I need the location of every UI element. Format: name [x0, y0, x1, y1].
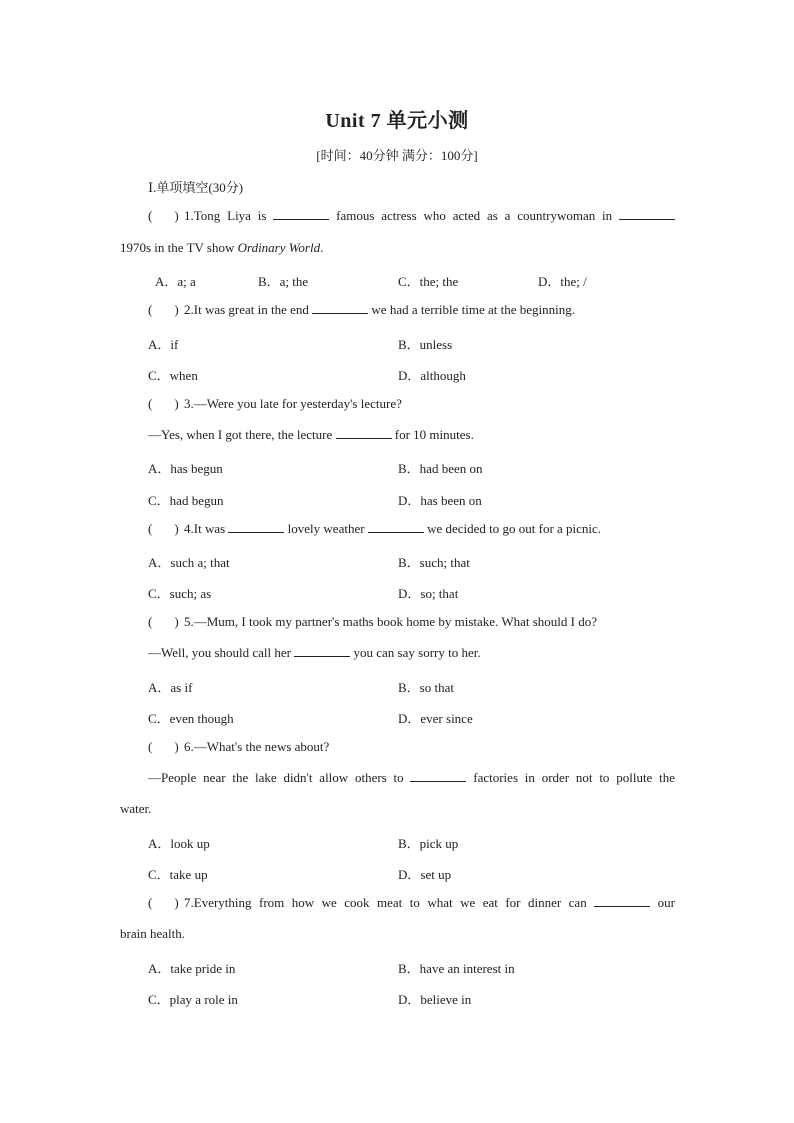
option-a: A．a; a: [155, 274, 196, 289]
option-b: B．such; that: [398, 555, 470, 570]
fill-blank: [619, 208, 675, 220]
option-a: A．take pride in: [148, 961, 236, 976]
answer-paren: ( ): [148, 614, 179, 629]
option-c: C．such; as: [148, 586, 212, 601]
answer-paren: ( ): [148, 739, 179, 754]
option-c: C．even though: [148, 711, 234, 726]
option-c: C．take up: [148, 867, 208, 882]
option-d: D．so; that: [398, 586, 459, 601]
answer-paren: ( ): [148, 895, 179, 910]
option-a: A．look up: [148, 836, 210, 851]
option-c: C．when: [148, 368, 198, 383]
fill-blank: [410, 770, 466, 782]
answer-paren: ( ): [148, 396, 179, 411]
option-b: B．so that: [398, 680, 454, 695]
option-a: A．has begun: [148, 461, 223, 476]
answer-paren: ( ): [148, 208, 179, 223]
question-5-stem: ( ) 5.—Mum, I took my partner's maths book home by mistake. What should I do?: [148, 614, 597, 629]
option-b: B．pick up: [398, 836, 459, 851]
question-6-reply-continued: water.: [120, 801, 152, 816]
option-c: C．the; the: [398, 274, 459, 289]
option-d: D．although: [398, 368, 466, 383]
option-b: B．had been on: [398, 461, 483, 476]
question-6-stem: ( ) 6.—What's the news about?: [148, 739, 330, 754]
answer-paren: ( ): [148, 521, 179, 536]
option-c: C．play a role in: [148, 992, 238, 1007]
question-1-stem-continued: 1970s in the TV show Ordinary World.: [120, 240, 324, 255]
option-d: D．set up: [398, 867, 452, 882]
option-d: D．believe in: [398, 992, 472, 1007]
fill-blank: [312, 302, 368, 314]
option-a: A．such a; that: [148, 555, 230, 570]
question-3-stem: ( ) 3.—Were you late for yesterday's lecture?: [148, 396, 402, 411]
question-6-reply: —People near the lake didn't allow others to factories in order not to pollute the: [148, 770, 675, 785]
fill-blank: [273, 208, 329, 220]
answer-paren: ( ): [148, 302, 179, 317]
question-7-stem: ( ) 7.Everything from how we cook meat to what we eat for dinner can our: [148, 895, 676, 910]
page-title: Unit 7 单元小测: [325, 110, 469, 132]
fill-blank: [368, 521, 424, 533]
question-1-stem: ( ) 1.Tong Liya is famous actress who acted as a countrywoman in: [148, 208, 675, 224]
option-c: C．had begun: [148, 493, 224, 508]
fill-blank: [594, 895, 650, 907]
fill-blank: [228, 521, 284, 533]
question-3-reply: —Yes, when I got there, the lecture for 10 minutes.: [148, 427, 474, 442]
option-b: B．have an interest in: [398, 961, 515, 976]
question-5-reply: —Well, you should call her you can say sorry to her.: [148, 645, 481, 660]
option-b: B．a; the: [258, 274, 309, 289]
time-score-info: [时间：40分钟 满分：100分]: [316, 148, 478, 163]
option-a: A．as if: [148, 680, 193, 695]
option-b: B．unless: [398, 337, 453, 352]
option-a: A．if: [148, 337, 179, 352]
question-2-stem: ( ) 2.It was great in the end we had a terrible time at the beginning.: [148, 302, 576, 317]
section-heading: Ⅰ.单项填空(30分): [148, 180, 244, 195]
fill-blank: [294, 645, 350, 657]
fill-blank: [336, 427, 392, 439]
option-d: D．has been on: [398, 493, 482, 508]
option-d: D．ever since: [398, 711, 473, 726]
question-4-stem: ( ) 4.It was lovely weather we decided to go out for a picnic.: [148, 521, 602, 536]
question-7-stem-continued: brain health.: [120, 926, 185, 941]
option-d: D．the; /: [538, 274, 587, 289]
